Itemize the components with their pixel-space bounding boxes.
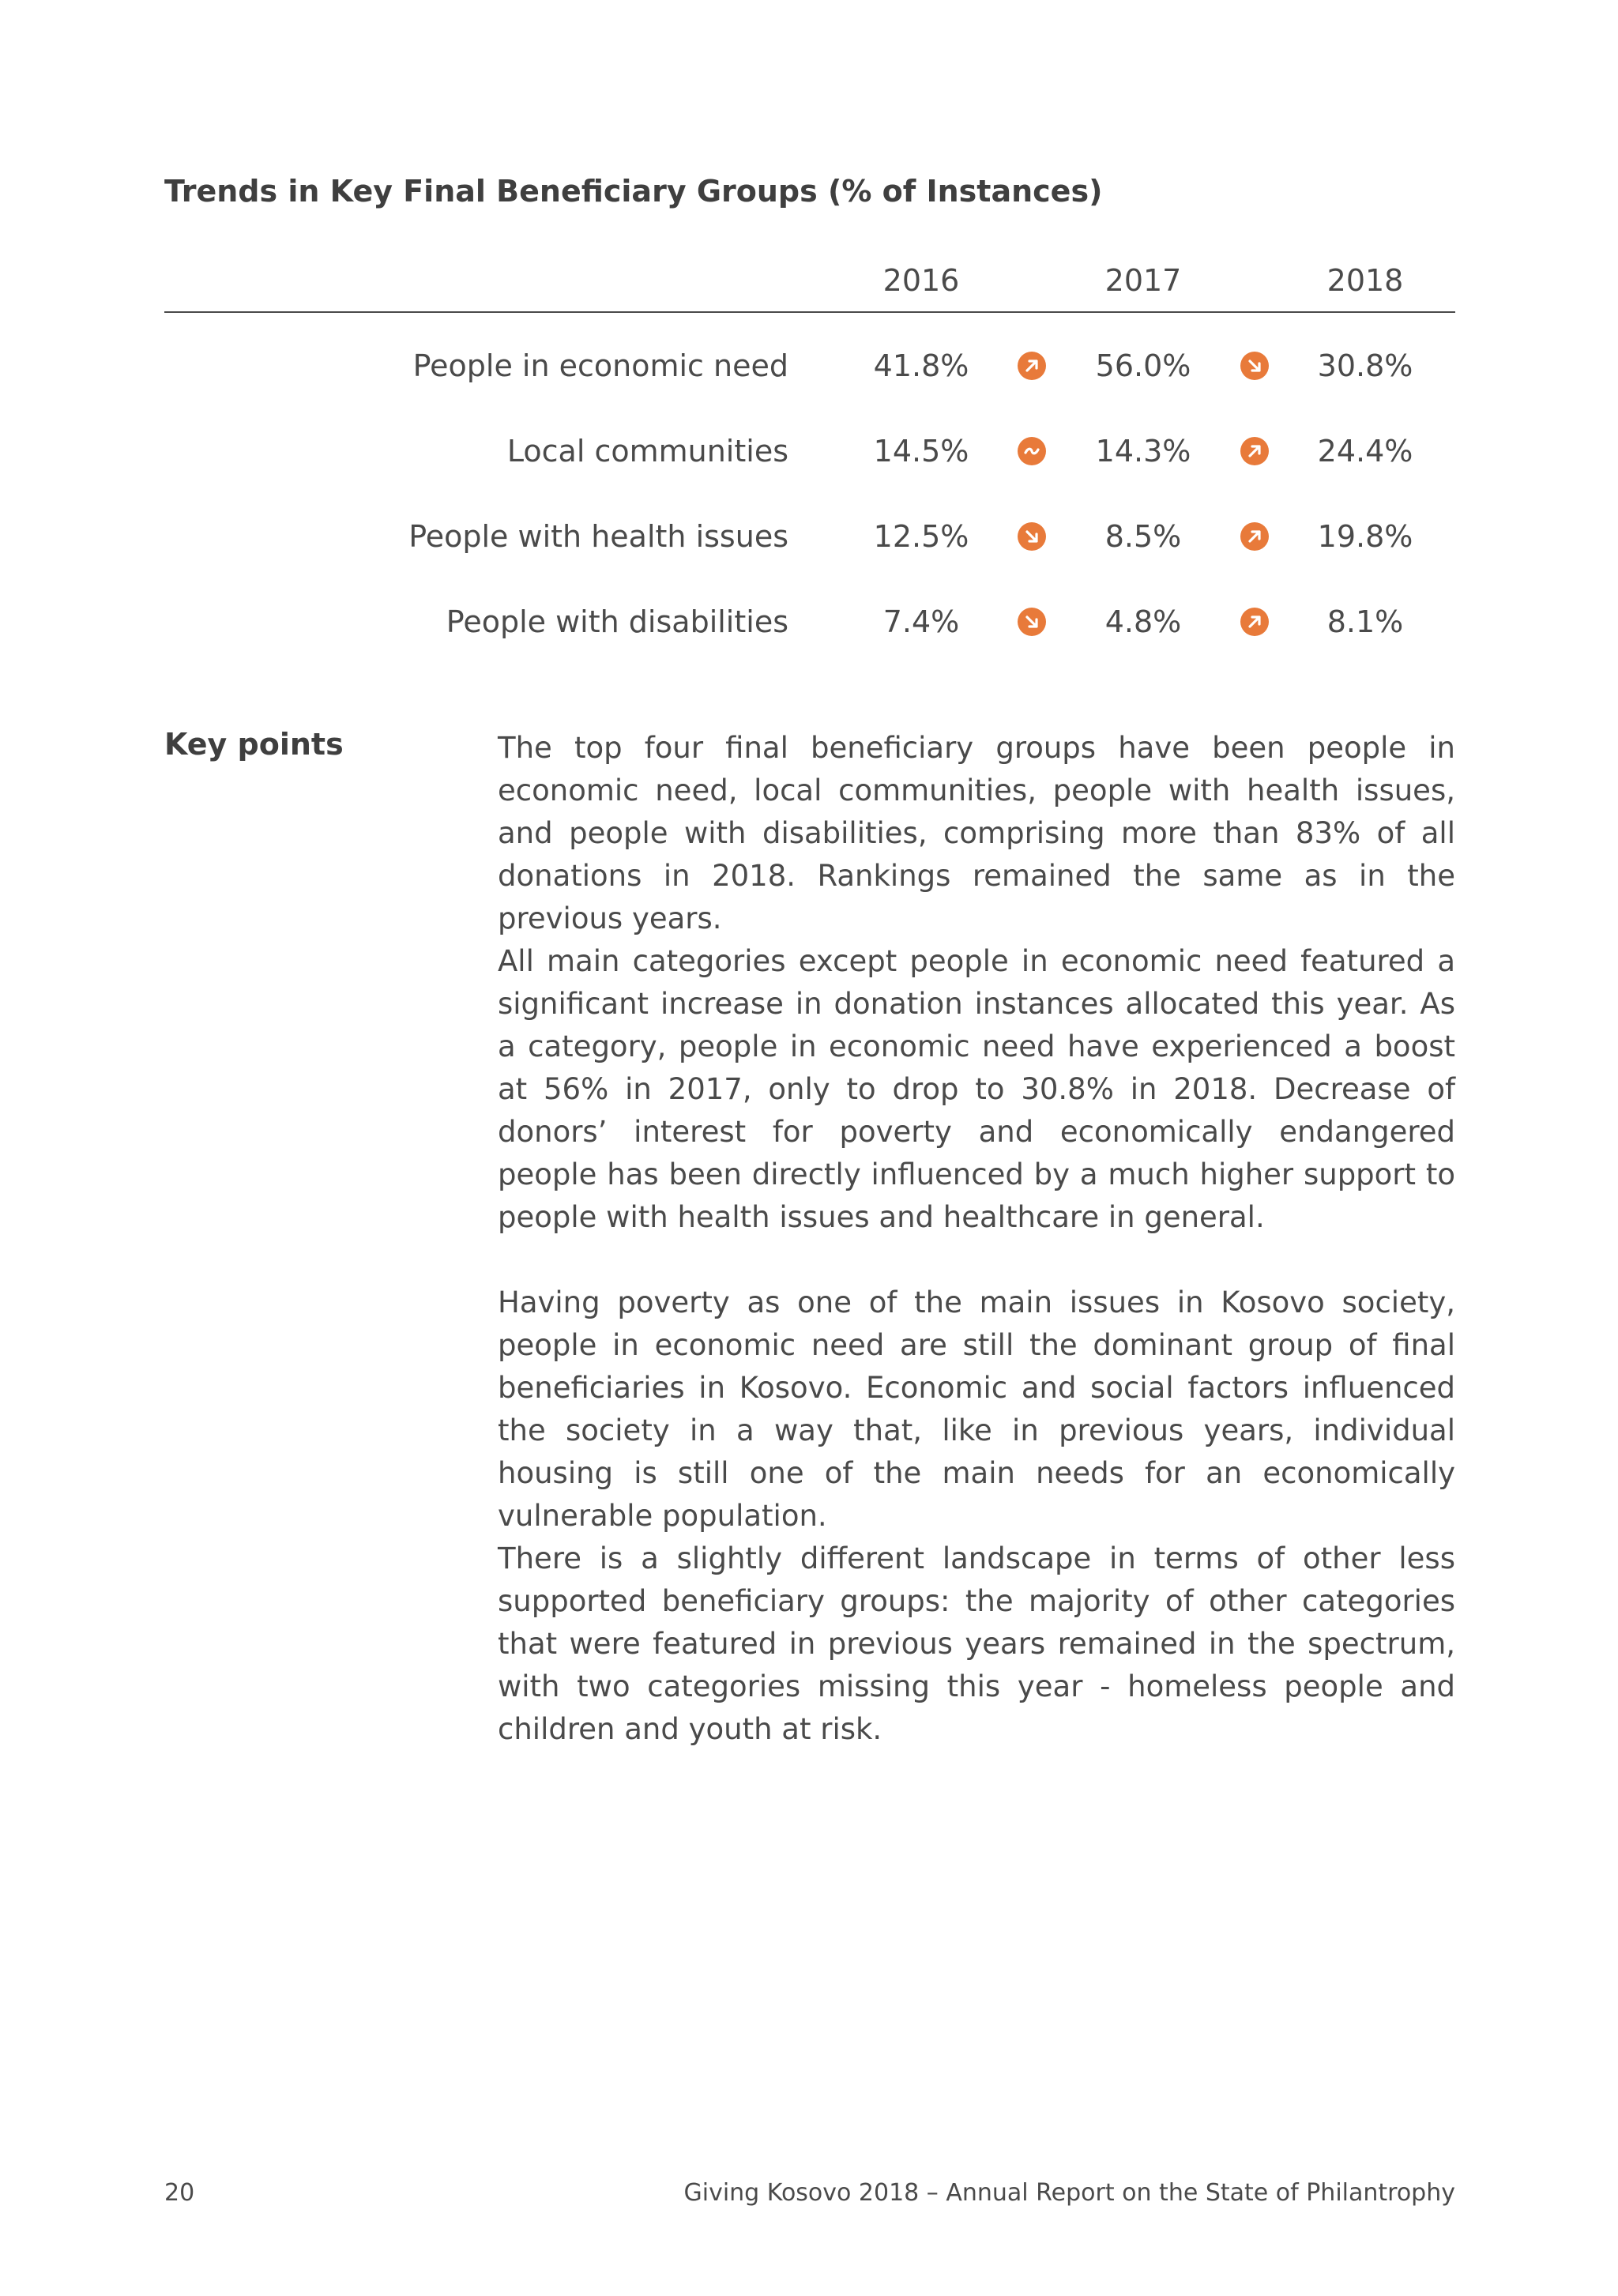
value-2017: 4.8%: [1104, 604, 1182, 639]
arrow-down-right-icon: [1240, 352, 1269, 380]
arrow-up-right-icon: [1240, 522, 1269, 551]
arrow-up-right-icon: [1240, 608, 1269, 636]
value-2016: 7.4%: [882, 604, 960, 639]
arrow-up-right-icon: [1240, 437, 1269, 465]
key-points-paragraph-4: There is a slightly different landscape in terms of other less supported beneficiary groups: the majority of other categories that were featured in previous years remained in the spectrum, with two categories missing this year - homeless people and children and youth at risk.: [498, 1541, 1455, 1746]
key-points-label: Key points: [164, 727, 344, 762]
key-points-paragraph-3: Having poverty as one of the main issues in Kosovo society, people in economic need are still the dominant group of final beneficiaries in Kosovo. Economic and social factors influenced the society in a way that, like in previous years, individual housing is still one of the main needs for an economically vulnerable population.: [498, 1285, 1455, 1533]
table-row-local-communities: [0, 427, 1618, 475]
arrow-up-right-icon: [1018, 352, 1046, 380]
table-row-disabilities: [0, 598, 1618, 646]
table-header-rule: [164, 311, 1455, 313]
value-2017: 14.3%: [1095, 434, 1191, 469]
row-label: People with health issues: [408, 519, 788, 554]
value-2017: 8.5%: [1104, 519, 1182, 554]
value-2018: 30.8%: [1317, 348, 1413, 383]
table-row-health-issues: [0, 513, 1618, 560]
value-2018: 19.8%: [1317, 519, 1413, 554]
row-label: People with disabilities: [446, 604, 788, 639]
arrow-down-right-icon: [1018, 522, 1046, 551]
tilde-icon: [1018, 437, 1046, 465]
value-2018: 8.1%: [1326, 604, 1404, 639]
key-points-paragraph-2: All main categories except people in economic need featured a significant increase in donation instances allocated this year. As a category, people in economic need have experienced a boost at 56% in 2017, only to drop to 30.8% in 2018. Decrease of donors’ interest for poverty and economically endangered people has been directly influenced by a much higher support to people with health issues and healthcare in general.: [498, 944, 1455, 1234]
row-label: Local communities: [506, 434, 788, 469]
arrow-down-right-icon: [1018, 608, 1046, 636]
footer-page-number: 20: [164, 2179, 195, 2207]
value-2017: 56.0%: [1095, 348, 1191, 383]
year-header-2018: 2018: [1326, 263, 1404, 298]
value-2016: 41.8%: [873, 348, 969, 383]
footer-title: Giving Kosovo 2018 – Annual Report on the State of Philantrophy: [683, 2179, 1455, 2207]
value-2016: 14.5%: [873, 434, 969, 469]
value-2016: 12.5%: [873, 519, 969, 554]
year-header-2017: 2017: [1104, 263, 1182, 298]
key-points-paragraph-1: The top four final beneficiary groups have been people in economic need, local communities, people with health issues, and people with disabilities, comprising more than 83% of all donations in 2018. Rankings remained the same as in the previous years.: [498, 731, 1455, 935]
year-header-2016: 2016: [882, 263, 960, 298]
page-title: Trends in Key Final Beneficiary Groups (% of Instances): [164, 174, 1103, 209]
row-label: People in economic need: [412, 348, 788, 383]
table-row-economic-need: [0, 342, 1618, 390]
value-2018: 24.4%: [1317, 434, 1413, 469]
